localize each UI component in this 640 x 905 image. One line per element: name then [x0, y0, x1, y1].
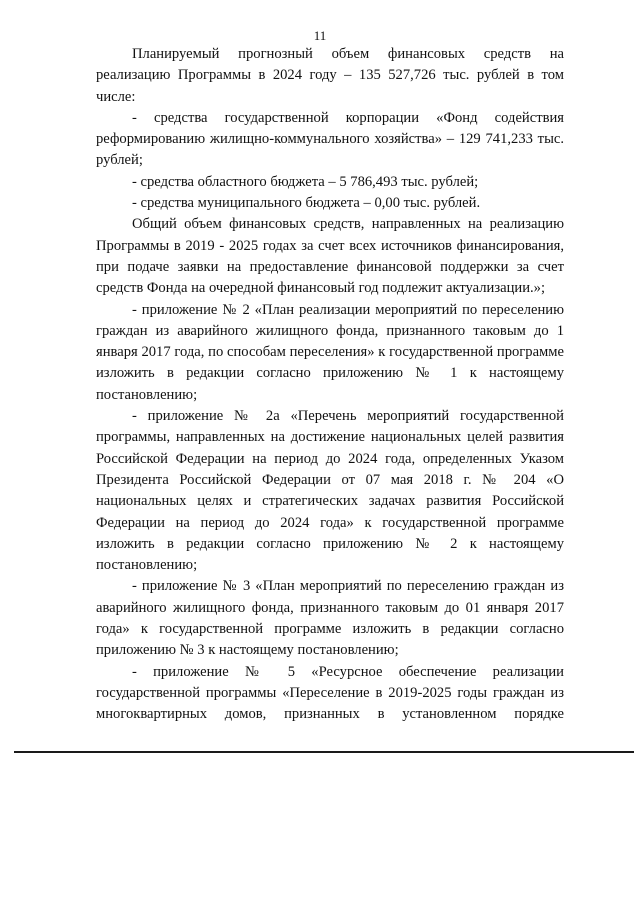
paragraph-municipal-budget: - средства муниципального бюджета – 0,00 тыс. рублей.: [132, 195, 481, 212]
paragraph-regional-budget: - средства областного бюджета – 5 786,493 тыс. рублей;: [132, 173, 479, 190]
footer-divider: [14, 751, 634, 753]
paragraph-appendix-5: - приложение № 5 «Ресурсное обеспечение реализации государственной программы «Переселение в 2019-2025 годы граждан из многоквартирных домов, признанных в установленном порядке: [96, 663, 564, 723]
paragraph-forecast-2024: Планируемый прогнозный объем финансовых средств на реализацию Программы в 2024 году – 135 527,726 тыс. рублей в том числе:: [96, 46, 564, 105]
paragraph-appendix-2: - приложение № 2 «План реализации мероприятий по переселению граждан из аварийного жилищного фонда, признанного таковым до 1 января 2017 года, по способам переселения» к государственной программе изложить в редакции согласно приложению № 1 к настоящему постановлению;: [96, 301, 564, 403]
page-number: 11: [313, 28, 327, 43]
paragraph-fund-funds: - средства государственной корпорации «Фонд содействия реформированию жилищно-коммунального хозяйства» – 129 741,233 тыс. рублей;: [96, 109, 564, 169]
paragraph-appendix-3: - приложение № 3 «План мероприятий по переселению граждан из аварийного жилищного фонда, признанного таковым до 01 января 2017 года» к государственной программе изложить в редакции согласно приложению № 3 к настоящему постановлению;: [96, 578, 564, 659]
document-body: [96, 44, 564, 726]
paragraph-appendix-2a: - приложение № 2а «Перечень мероприятий государственной программы, направленных на достижение национальных целей развития Российской Федерации на период до 2024 года, определенных Указом Президента Российской Федерации от 07 мая 2018 г. № 204 «О национальных целях и стратегических задачах развития Российской Федерации на период до 2024 года» к государственной программе изложить в редакции согласно приложению № 2 к настоящему постановлению;: [96, 408, 564, 574]
paragraph-total-volume: Общий объем финансовых средств, направленных на реализацию Программы в 2019 - 2025 годах за счет всех источников финансирования, при подаче заявки на предоставление финансовой поддержки за счет средств Фонда на очередной финансовый год подлежит актуализации.»;: [96, 216, 564, 297]
